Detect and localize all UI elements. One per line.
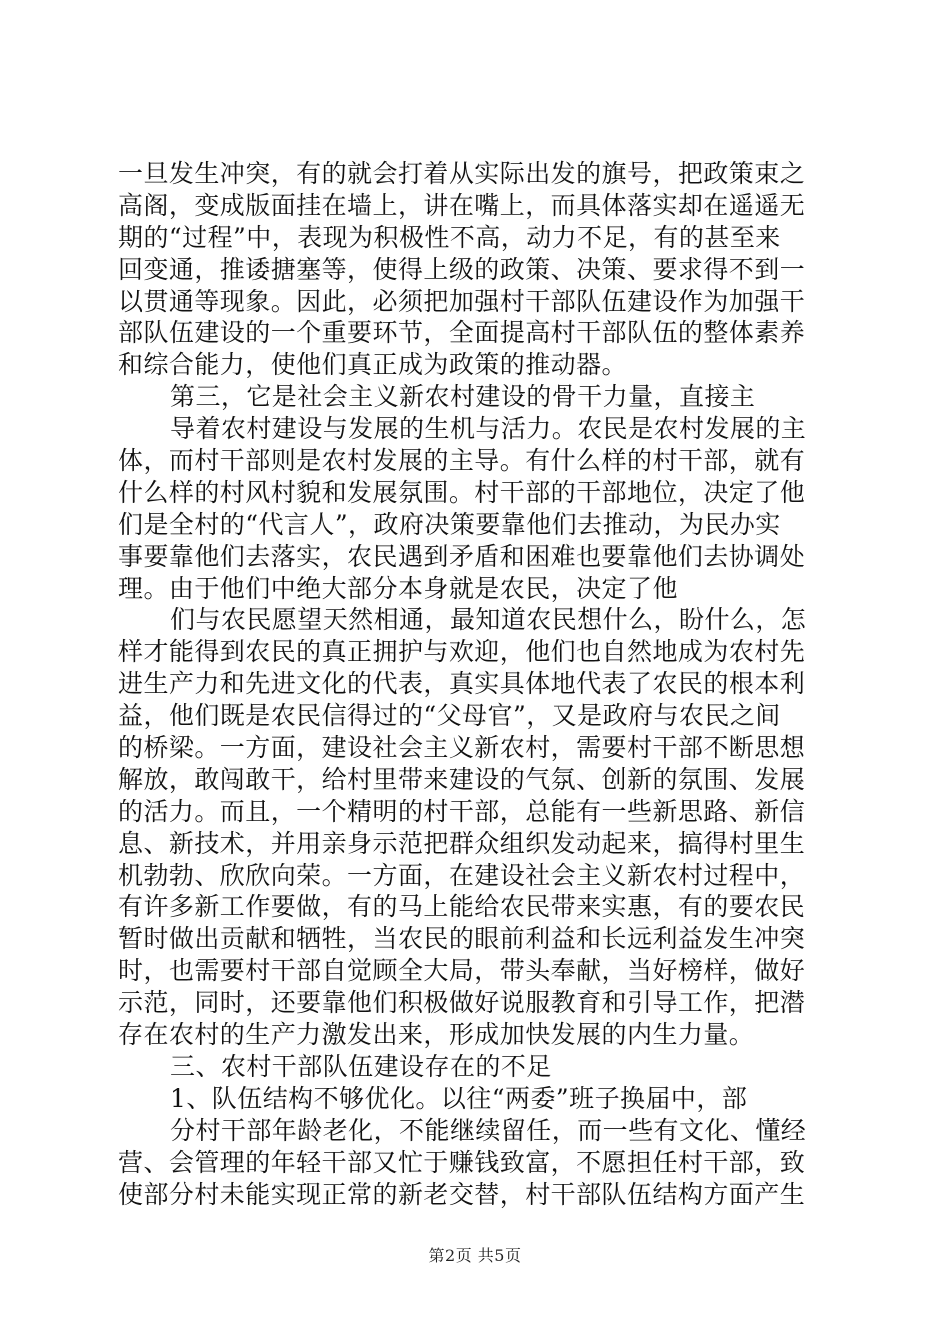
text-line: 期的“过程”中，表现为积极性不高，动力不足，有的甚至来 (118, 222, 781, 252)
text-line: 解放，敢闯敢干，给村里带来建设的气氛、创新的氛围、发展 (118, 764, 806, 794)
text-line: 进生产力和先进文化的代表，真实具体地代表了农民的根本利 (118, 669, 806, 699)
text-line: 理。由于他们中绝大部分本身就是农民，决定了他 (118, 573, 678, 603)
text-line: 高阁，变成版面挂在墙上，讲在嘴上，而具体落实却在遥遥无 (118, 190, 806, 220)
text-line: 一旦发生冲突，有的就会打着从实际出发的旗号，把政策束之 (118, 159, 806, 188)
body-text (118, 158, 838, 1210)
text-line: 时，也需要村干部自觉顾全大局，带头奉献，当好榜样，做好 (118, 956, 806, 986)
text-line: 体，而村干部则是农村发展的主导。有什么样的村干部，就有 (118, 446, 806, 476)
text-line: 息、新技术，并用亲身示范把群众组织发动起来，搞得村里生 (118, 828, 806, 858)
text-line: 示范，同时，还要靠他们积极做好说服教育和引导工作，把潜 (118, 988, 806, 1018)
text-line: 回变通，推诿搪塞等，使得上级的政策、决策、要求得不到一 (118, 254, 806, 284)
text-line: 们与农民愿望天然相通，最知道农民想什么，盼什么，怎 (170, 605, 807, 635)
text-line: 什么样的村风村貌和发展氛围。村干部的干部地位，决定了他 (118, 477, 806, 507)
text-line: 们是全村的“代言人”，政府决策要靠他们去推动，为民办实 (118, 509, 781, 539)
text-line: 使部分村未能实现正常的新老交替，村干部队伍结构方面产生 (118, 1179, 806, 1209)
text-line: 三、农村干部队伍建设存在的不足 (170, 1051, 552, 1081)
text-line: 有许多新工作要做，有的马上能给农民带来实惠，有的要农民 (118, 892, 806, 922)
text-line: 存在农村的生产力激发出来，形成加快发展的内生力量。 (118, 1020, 755, 1050)
text-line: 部队伍建设的一个重要环节，全面提高村干部队伍的整体素养 (118, 318, 806, 348)
text-line: 益，他们既是农民信得过的“父母官”，又是政府与农民之间 (118, 701, 781, 731)
text-line: 暂时做出贡献和牺牲，当农民的眼前利益和长远利益发生冲突 (118, 924, 806, 954)
text-line: 和综合能力，使他们真正成为政策的推动器。 (118, 350, 628, 380)
text-line: 的桥梁。一方面，建设社会主义新农村，需要村干部不断思想 (118, 733, 806, 763)
text-line: 导着农村建设与发展的生机与活力。农民是农村发展的主 (170, 414, 807, 444)
text-line: 第三，它是社会主义新农村建设的骨干力量，直接主 (170, 382, 756, 412)
text-line: 的活力。而且，一个精明的村干部，总能有一些新思路、新信 (118, 796, 806, 826)
text-line: 分村干部年龄老化，不能继续留任，而一些有文化、懂经 (170, 1115, 807, 1145)
text-line: 以贯通等现象。因此，必须把加强村干部队伍建设作为加强干 (118, 286, 806, 316)
text-line: 营、会管理的年轻干部又忙于赚钱致富，不愿担任村干部，致 (118, 1147, 806, 1177)
text-line: 样才能得到农民的真正拥护与欢迎，他们也自然地成为农村先 (118, 637, 806, 667)
page-footer: 第2页 共5页 (428, 1246, 522, 1265)
text-line: 1、队伍结构不够优化。以往“两委”班子换届中，部 (170, 1083, 748, 1113)
text-line: 机勃勃、欣欣向荣。一方面，在建设社会主义新农村过程中， (118, 860, 806, 890)
text-line: 事要靠他们去落实，农民遇到矛盾和困难也要靠他们去协调处 (118, 541, 806, 571)
